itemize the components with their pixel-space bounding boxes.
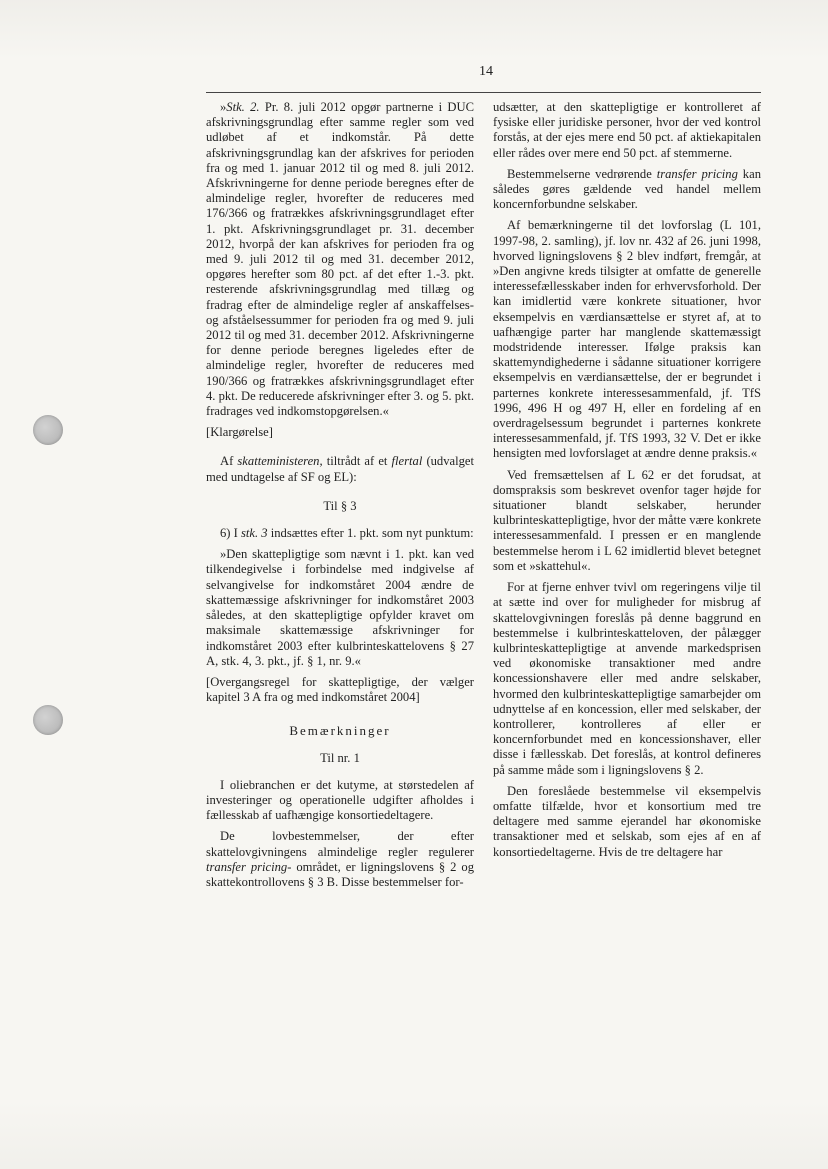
text-fragment: indsættes efter 1. pkt. som nyt punktum: bbox=[267, 526, 474, 541]
bracket-note: [Overgangsregel for skattepligtige, der vælger kapitel 3 A fra og med indkomståret 2004] bbox=[206, 674, 474, 705]
page-number: 14 bbox=[479, 64, 493, 79]
text-fragment: Af bbox=[220, 454, 238, 469]
paragraph-regeringens-vilje: For at fjerne enhver tvivl om regeringens vilje til at sætte ind over for muligheder for misbrug af skattelovgivningen foreslås på denne baggrund en bestemmelse i kulbrinteskatteloven, der pålægger kulbrinteskattepligtige at anvende markedsprisen ved økonomiske transaktioner med andre koncessionshavere eller med andre selskaber, hvormed den kulbrinteskattepligtige samarbejder om udnyttelse af en koncession, eller med selskaber, der kontrollerer, kontrolleres af eller er koncernforbundet med en koncessionshaver, eller disse i fællesskab. Det foreslås, at kontrol defineres på samme måde som i ligningslovens § 2. bbox=[493, 580, 761, 777]
transfer-pricing-term: transfer pricing bbox=[656, 166, 738, 181]
paragraph-stk2 bbox=[206, 100, 474, 419]
scan-noise-bottom bbox=[0, 1100, 828, 1169]
paragraph-bestemmelserne bbox=[493, 167, 761, 213]
transfer-pricing-term: transfer pricing- bbox=[206, 859, 292, 874]
paragraph-fremsaettelsen: Ved fremsættelsen af L 62 er det forudsat, at domspraksis som beskrevet ovenfor tager højde for situationer blandt selskaber, herunder kulbrinteskattepligtige, hvor der måtte være konkrete interessesammenfald. I pressen er en manglende bestemmelse herom i L 62 imidlertid blevet betegnet som et »skattehul«. bbox=[493, 467, 761, 573]
right-column bbox=[493, 100, 761, 866]
stk-label: Stk. 2. bbox=[226, 100, 260, 114]
header-rule bbox=[206, 92, 761, 93]
text-fragment: kan således gøres gældende ved handel mellem koncernforbundne selskaber. bbox=[493, 166, 761, 212]
section-heading-bemaerkninger: Bemærkninger bbox=[289, 723, 391, 739]
text-fragment: De lovbestemmelser, der efter skattelovgivningens almindelige regler regulerer bbox=[206, 829, 474, 859]
scan-noise-top bbox=[0, 0, 828, 60]
stk-label: stk. 3 bbox=[240, 526, 268, 541]
punch-hole-upper bbox=[33, 415, 63, 445]
quote-open: » bbox=[220, 100, 227, 114]
text-fragment: 6) I bbox=[220, 526, 241, 541]
text-fragment: tiltrådt af et bbox=[322, 454, 392, 469]
section-heading-til-nr-1: Til nr. 1 bbox=[320, 750, 360, 765]
paragraph-bemaerkningerne: Af bemærkningerne til det lovforslag (L 101, 1997-98, 2. samling), jf. lov nr. 432 af 26. juni 1998, hvorved ligningslovens § 2 blev indført, fremgår, at »Den angivne kreds tilsigter at omfatte de generelle interessefællesskaber inden for erhvervsforhold. Der kan imidlertid være konkrete situationer, hvor eksempelvis en værdiansættelse er styret af, at to uafhængige parter har manglende skattemæssigt modstridende interesser. Ifølge praksis kan skattemyndighederne i sådanne situationer korrigere eksempelvis en værdiansættelse, der er begrundet i parternes konkrete interessesammenfald, jf. TfS 1996, 496 H og 497 H, eller en fordeling af en overdragelsessum begrundet i parternes konkrete interessesammenfald, jf. TfS 1993, 32 V. Det er ikke hensigten med lovforslaget at ændre denne praksis.« bbox=[493, 218, 761, 461]
paragraph-continuation: udsætter, at den skattepligtige er kontrolleret af fysiske eller juridiske personer, hvor der ved kontrol forstås, at der ejes mere end 50 pct. af aktiekapitalen eller rådes over mere end 50 pct. af stemmerne. bbox=[493, 100, 761, 160]
text-fragment: området, er ligningslovens § 2 og skattekontrollovens § 3 B. Disse bestemmelser for- bbox=[206, 859, 474, 889]
paragraph-eksempel: Den foreslåede bestemmelse vil eksempelvis omfatte tilfælde, hvor et konsortium med tre deltagere med samme ejerandel har økonomiske transaktioner med et selskab, som ejes af en af konsortiedeltagerne. Hvis de tre deltagere har bbox=[493, 783, 761, 859]
paragraph-text: Pr. 8. juli 2012 opgør partnerne i DUC afskrivningsgrundlag efter samme regler som ved udløbet af et indkomstår. På dette afskrivningsgrundlag kan der afskrives for perioden fra og med 1. januar 2012 til og med 8. juli 2012. Afskrivningerne for denne periode beregnes efter de almindelige regler, hvorefter de reduceres med 176/366 og fratrækkes afskrivningsgrundlaget efter 1. pkt. Afskrivningsgrundlaget pr. 31. december 2012, hvorpå der kan afskrives for perioden fra og med 9. juli 2012 til og med 31. december 2012, opgøres herefter som 80 pct. af det efter 1.-3. pkt. resterende afskrivningsgrundlag med tillæg og fradrag efter de almindelige regler af anskaffelses- og afståelsessummer for perioden fra og med 9. juli 2012 til og med 31. december 2012. Afskrivningerne for denne periode beregnes ligeledes efter de almindelige regler, hvorefter de reduceres med 190/366 og fratrækkes afskrivningsgrundlaget efter 4. pkt. De reducerede afskrivninger efter 3. og 5. pkt. fradrages ved indkomstopgørelsen.« bbox=[206, 100, 474, 419]
paragraph-oliebranchen: I oliebranchen er det kutyme, at størstedelen af investeringer og operationelle udgifter afholdes i fællesskab af uafhængige konsortiedeltagere. bbox=[206, 777, 474, 823]
paragraph-amendment bbox=[206, 526, 474, 541]
minister-term: skatteministeren, bbox=[237, 454, 323, 469]
section-heading-til-3: Til § 3 bbox=[323, 498, 357, 513]
left-column bbox=[206, 100, 474, 896]
punch-hole-lower bbox=[33, 705, 63, 735]
paragraph-quote: »Den skattepligtige som nævnt i 1. pkt. kan ved tilkendegivelse i forbindelse med indgivelse af selvangivelse for indkomståret 2004 ændre de skattemæssige afskrivninger for indkomståret 2003 således, at den skattepligtige opfylder kravet om maksimale skattemæssige afskrivninger for indkomståret 2003 efter kulbrinteskattelovens § 27 A, stk. 4, 3. pkt., jf. § 1, nr. 9.« bbox=[206, 547, 474, 668]
paragraph-lovbestemmelser bbox=[206, 829, 474, 890]
text-fragment: (udvalget med undtagelse af SF og EL): bbox=[206, 454, 474, 484]
text-fragment: Bestemmelserne vedrørende bbox=[507, 166, 657, 181]
flertal-term: flertal bbox=[391, 454, 423, 469]
bracket-note: [Klargørelse] bbox=[206, 425, 273, 440]
paragraph-minister bbox=[206, 454, 474, 484]
